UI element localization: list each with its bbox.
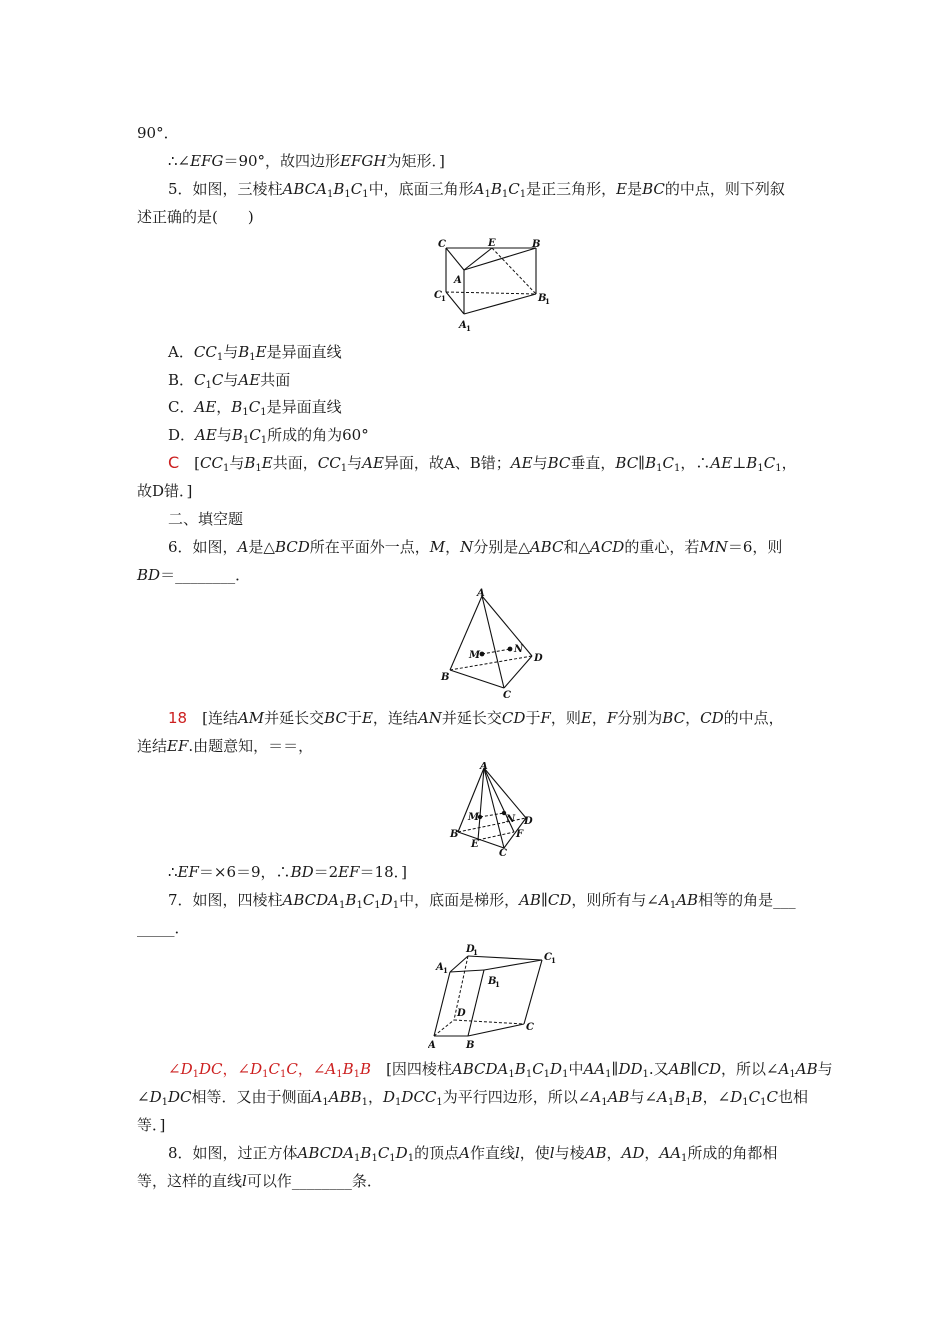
- answer-7: $\angle D_1DC$，$\angle D_1C_1C$，$\angle A_1B_1B$ [因四棱柱$ABCDA_1B_1C_1D_1$中$AA_1\parallel DD_1$.又AB∥CD，所以$\angle A_1AB$与: [168, 1060, 833, 1080]
- label-F: F: [516, 829, 524, 840]
- label-N: N: [506, 814, 516, 825]
- option-c: C．AE，$B_1C_1$是异面直线: [168, 398, 342, 418]
- label-A1: A: [436, 962, 444, 973]
- label-D1: D: [466, 944, 475, 955]
- question-6-text: BD＝________．: [137, 566, 251, 584]
- answer-6: 18 [连结AM并延长交BC于E，连结AN并延长交CD于F，则E，F分别为BC，CD的中点，: [168, 709, 784, 727]
- svg-text:1: 1: [495, 980, 500, 989]
- question-6-text: 6．如图，A是△BCD所在平面外一点，M，N分别是△ABC和△ACD的重心，若MN＝6，则: [168, 538, 783, 556]
- label-B: B: [441, 672, 450, 683]
- svg-text:1: 1: [551, 956, 556, 965]
- answer-6: ∴EF＝×6＝9，∴BD＝2EF＝18．]: [168, 863, 407, 881]
- label-B1: B: [538, 293, 547, 304]
- label-C: C: [503, 690, 511, 700]
- answer-angles: $\angle D_1DC$，$\angle D_1C_1C$，$\angle A_1B_1B$: [168, 1060, 372, 1080]
- label-B1: B: [488, 976, 497, 987]
- svg-text:1: 1: [545, 297, 550, 306]
- label-B: B: [450, 829, 459, 840]
- answer-5: C [$CC_1$与$B_1E$共面，$CC_1$与AE异面，故A、B错；AE与BC垂直，$BC\parallel B_1C_1$，$\therefore AE\perp B_1C_1$，: [168, 453, 797, 474]
- text-line: ∴∠EFG＝90°，故四边形EFGH为矩形．]: [168, 152, 445, 170]
- question-8-text: 8．如图，过正方体$ABCDA_1B_1C_1D_1$的顶点A作直线l，使l与棱AB，AD，$AA_1$所成的角都相: [168, 1144, 778, 1164]
- answer-7: $\angle D_1DC$相等．又由于侧面$A_1ABB_1$，$D_1DCC_1$为平行四边形，所以$\angle A_1AB$与$\angle A_1B_1B$，$\angle D_1C_1C$也相: [137, 1088, 809, 1108]
- label-C: C: [526, 1022, 534, 1033]
- label-A: A: [454, 275, 462, 286]
- question-5-text: 5．如图，三棱柱$ABCA_1B_1C_1$中，底面三角形$A_1B_1C_1$是正三角形，E是BC的中点，则下列叙: [168, 180, 785, 200]
- prism-figure: [428, 236, 558, 336]
- label-C: C: [438, 239, 446, 250]
- label-D: D: [534, 653, 543, 664]
- answer-5: 故D错．]: [137, 482, 193, 500]
- question-8-text: 等，这样的直线l可以作________条．: [137, 1172, 382, 1190]
- text-line: 90°．: [137, 124, 179, 142]
- label-B: B: [532, 239, 541, 250]
- label-N: N: [514, 644, 524, 655]
- label-C1: C: [434, 290, 442, 301]
- svg-text:1: 1: [441, 294, 446, 303]
- label-B: B: [466, 1040, 475, 1051]
- label-C1: C: [544, 952, 552, 963]
- option-d: D．AE与$B_1C_1$所成的角为60°: [168, 426, 369, 446]
- label-A: A: [477, 588, 485, 599]
- label-E: E: [471, 839, 479, 850]
- label-D: D: [524, 816, 533, 827]
- answer-7: 等．]: [137, 1116, 166, 1134]
- question-5-text: 述正确的是( ): [137, 208, 254, 226]
- svg-text:1: 1: [466, 324, 471, 333]
- answer-value: 18: [168, 709, 188, 727]
- label-A1: A: [459, 320, 467, 331]
- question-7-text: _____．: [137, 919, 190, 937]
- tetrahedron-figure: [432, 588, 552, 700]
- section-heading: 二、填空题: [168, 510, 244, 528]
- label-M: M: [469, 650, 481, 661]
- quadrangular-prism-figure: [428, 940, 560, 1052]
- label-A: A: [480, 762, 488, 772]
- tetrahedron-medians-figure: [442, 762, 542, 858]
- label-C: C: [499, 848, 507, 858]
- answer-letter: C: [168, 453, 180, 472]
- answer-6: 连结EF.由题意知，＝＝，: [137, 737, 314, 755]
- svg-text:1: 1: [443, 966, 448, 975]
- svg-text:1: 1: [473, 948, 478, 957]
- option-a: A．$CC_1$与$B_1E$是异面直线: [168, 343, 342, 363]
- label-A: A: [428, 1040, 436, 1051]
- label-D: D: [457, 1008, 466, 1019]
- label-M: M: [468, 812, 480, 823]
- option-b: B．$C_1C$与AE共面: [168, 371, 291, 391]
- question-7-text: 7．如图，四棱柱$ABCDA_1B_1C_1D_1$中，底面是梯形，AB∥CD，则所有与$\angle A_1AB$相等的角是___: [168, 891, 796, 911]
- label-E: E: [488, 238, 496, 249]
